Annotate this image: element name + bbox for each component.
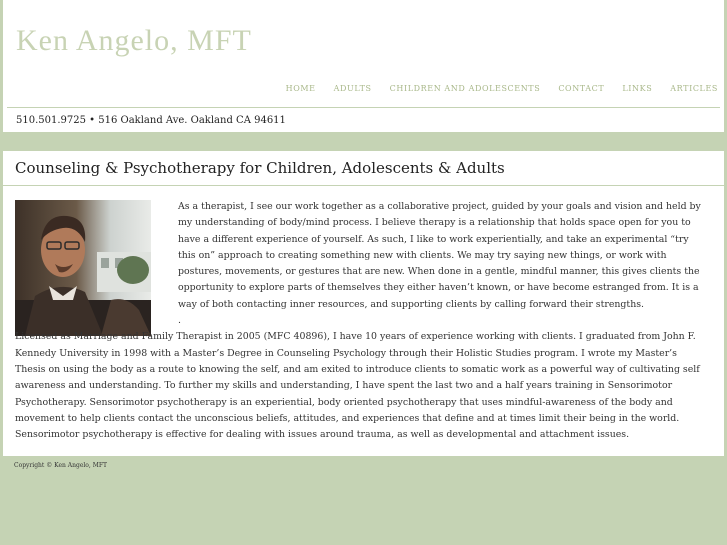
nav-children-adolescents[interactable]: CHILDREN AND ADOLESCENTS [389,84,541,93]
title-divider [3,185,724,186]
site-title: Ken Angelo, MFT [16,24,252,57]
site-header [3,0,724,132]
nav-articles[interactable]: ARTICLES [670,84,718,93]
copyright-footer: Copyright © Ken Angelo, MFT [14,462,108,469]
header-divider [7,107,720,108]
paragraph-separator: . [178,315,181,327]
credentials-paragraph: Licensed as Marriage and Family Therapist in 2005 (MFC 40896), I have 10 years of experience working with clients. I graduated from John F. Kennedy University in 1998 with a Master’s Degree in Counseling Psychology through their Holistic Studies program. I wrote my Master’s Thesis on using the body as a route to knowing the self, and am exited to introduce clients to somatic work as a powerful way of cultivating self awareness and understanding. To further my skills and understanding, I have spent the last two and a half years training in Sensorimotor Psychotherapy. Sensorimotor psychotherapy is an experiential, body oriented psychotherapy that uses mindful-awareness of the body and movement to help clients contact the unconscious beliefs, attitudes, and experiences that define and at times limit their being in the world. Sensorimotor psychotherapy is effective for dealing with issues around trauma, as well as developmental and attachment issues. [15,331,700,441]
nav-adults[interactable]: ADULTS [333,84,372,93]
main-nav [286,84,718,93]
body-text [15,199,709,443]
nav-links[interactable]: LINKS [622,84,653,93]
contact-info: 510.501.9725 • 516 Oakland Ave. Oakland CA 94611 [16,115,286,126]
page-title: Counseling & Psychotherapy for Children, Adolescents & Adults [15,159,505,177]
main-content [3,151,724,456]
nav-home[interactable]: HOME [285,84,316,93]
intro-paragraph: As a therapist, I see our work together as a collaborative project, guided by your goals and vision and held by my understanding of body/mind process. I believe therapy is a relationship that holds space open for you to have a different experience of yourself. As such, I like to work experientially, and take an experimental “try this on” approach to creating something new with clients. We may try saying new things, or work with postures, movements, or gestures that are new. When done in a gentle, mindful manner, this gives clients the opportunity to explore parts of themselves they either haven’t known, or have become estranged from. It is a way of both contacting inner resources, and supporting clients by calling forward their strengths. [178,201,701,310]
nav-contact[interactable]: CONTACT [558,84,605,93]
